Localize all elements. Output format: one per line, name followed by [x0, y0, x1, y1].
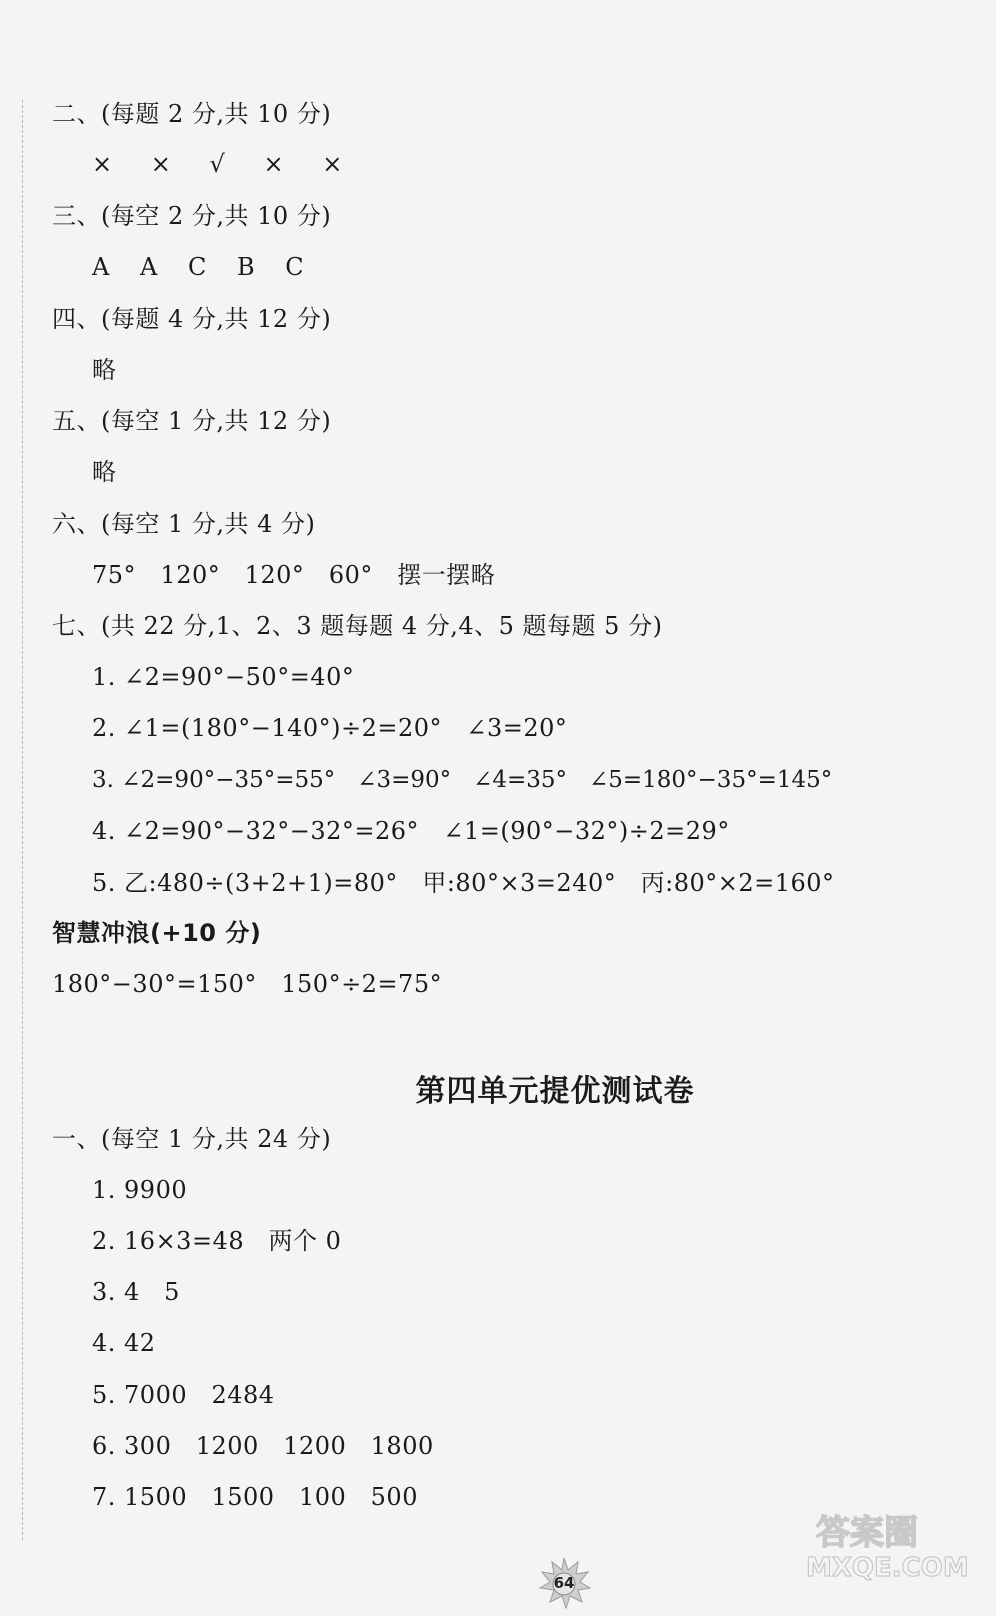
- section-7-item-4: 4. ∠2=90°−32°−32°=26° ∠1=(90°−32°)÷2=29°: [92, 817, 730, 845]
- letter-5: C: [285, 253, 305, 281]
- mark-3: √: [209, 150, 226, 178]
- section-6-answer: 75° 120° 120° 60° 摆一摆略: [92, 561, 496, 589]
- watermark-logo: [796, 1504, 976, 1584]
- wisdom-answer: 180°−30°=150° 150°÷2=75°: [52, 970, 443, 998]
- watermark-brand: 答案圈: [816, 1513, 918, 1553]
- letter-3: C: [187, 253, 207, 281]
- letter-1: A: [92, 253, 110, 281]
- page-number: 64: [553, 1574, 575, 1592]
- section-7-item-1: 1. ∠2=90°−50°=40°: [92, 663, 355, 691]
- section-4-heading: 四、(每题 4 分,共 12 分): [52, 305, 332, 333]
- unit-4-item-3: 3. 4 5: [92, 1278, 180, 1306]
- mark-2: ×: [150, 150, 172, 178]
- unit-4-item-2: 2. 16×3=48 两个 0: [92, 1227, 342, 1255]
- mark-4: ×: [263, 150, 285, 178]
- unit-4-item-6: 6. 300 1200 1200 1800: [92, 1432, 434, 1460]
- letter-4: B: [236, 253, 256, 281]
- section-7-item-3: 3. ∠2=90°−35°=55° ∠3=90° ∠4=35° ∠5=180°−35°=145°: [92, 767, 833, 793]
- unit-4-item-1: 1. 9900: [92, 1176, 188, 1204]
- section-2-marks: [92, 149, 373, 179]
- unit-4-title: 第四单元提优测试卷: [415, 1074, 695, 1109]
- section-2-heading: 二、(每题 2 分,共 10 分): [52, 100, 332, 128]
- section-5-heading: 五、(每空 1 分,共 12 分): [52, 407, 332, 435]
- section-3-letters: [92, 252, 326, 282]
- section-7-item-5: 5. 乙:480÷(3+2+1)=80° 甲:80°×3=240° 丙:80°×2=160°: [92, 869, 835, 897]
- unit-4-item-5: 5. 7000 2484: [92, 1381, 275, 1409]
- section-4-answer: 略: [92, 356, 117, 384]
- unit-4-section-1-heading: 一、(每空 1 分,共 24 分): [52, 1125, 332, 1153]
- section-7-heading: 七、(共 22 分,1、2、3 题每题 4 分,4、5 题每题 5 分): [52, 612, 663, 640]
- binding-margin-line: [22, 100, 23, 1540]
- section-7-item-2: 2. ∠1=(180°−140°)÷2=20° ∠3=20°: [92, 714, 568, 742]
- letter-2: A: [139, 253, 158, 281]
- section-6-heading: 六、(每空 1 分,共 4 分): [52, 510, 316, 538]
- section-5-answer: 略: [92, 458, 117, 486]
- section-3-heading: 三、(每空 2 分,共 10 分): [52, 202, 332, 230]
- watermark-icon: [796, 1504, 976, 1584]
- unit-4-item-4: 4. 42: [92, 1329, 156, 1357]
- page-number-badge: [536, 1556, 592, 1612]
- unit-4-item-7: 7. 1500 1500 100 500: [92, 1483, 418, 1511]
- wisdom-heading: 智慧冲浪(+10 分): [52, 919, 262, 947]
- mark-5: ×: [322, 150, 343, 178]
- watermark-domain: MXQE.COM: [806, 1553, 969, 1583]
- mark-1: ×: [92, 150, 113, 178]
